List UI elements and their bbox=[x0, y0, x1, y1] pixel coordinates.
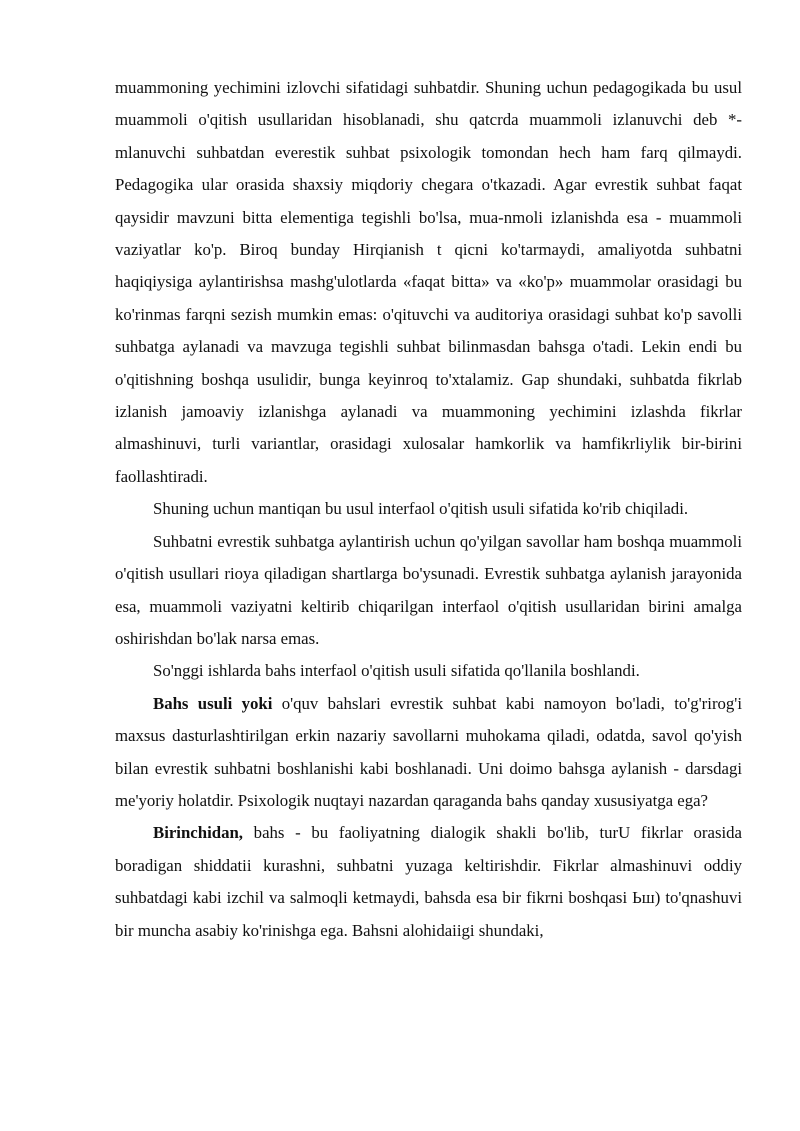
paragraph-5-lead: Bahs usuli yoki bbox=[153, 693, 273, 713]
paragraph-3-text: Suhbatni evrestik suhbatga aylantirish uchun qo'yilgan savollar ham boshqa muammoli o'qitish usullari rioya qiladigan shartlarga bo'ysunadi. Evrestik suhbatga aylanish jarayonida esa, muammoli vaziyatni keltirib chiqarilgan interfaol o'qitish usullaridan birini amalga oshirishdan bo'lak narsa emas. bbox=[115, 531, 742, 648]
paragraph-4-text: So'nggi ishlarda bahs interfaol o'qitish usuli sifatida qo'llanila boshlandi. bbox=[153, 661, 640, 681]
paragraph-3 bbox=[115, 526, 742, 656]
paragraph-6 bbox=[115, 817, 742, 947]
paragraph-6-lead: Birinchidan, bbox=[153, 823, 243, 843]
paragraph-2-text: Shuning uchun mantiqan bu usul interfaol o'qitish usuli sifatida ko'rib chiqiladi. bbox=[153, 499, 689, 519]
paragraph-5 bbox=[115, 688, 742, 818]
paragraph-6-text: bahs - bu faoliyatning dialogik shakli bo'lib, turU fikrlar orasida boradigan shiddatii kurashni, suhbatni yuzaga keltirishdir. Fikrlar almashinuvi oddiy suhbatdagi kabi izchil va salmoqli ketmaydi, bahsda esa bir fikrni boshqasi Ьш) to'qnashuvi bir muncha asabiy ko'rinishga ega. Bahsni alohidaiigi shundaki, bbox=[115, 823, 742, 940]
paragraph-1 bbox=[115, 72, 742, 493]
paragraph-2 bbox=[115, 493, 742, 525]
paragraph-5-text: o'quv bahslari evrestik suhbat kabi namoyon bo'ladi, to'g'rirog'i maxsus dasturlashtirilgan erkin nazariy savollarni muhokama qiladi, odatda, savol qo'yish bilan evrestik suhbatni boshlanishi kabi boshlanadi. Uni doimo bahsga aylanish - darsdagi me'yoriy holatdir. Psixologik nuqtayi nazardan qaraganda bahs qanday xususiyatga ega? bbox=[115, 693, 742, 810]
paragraph-1-text: muammoning yechimini izlovchi sifatidagi suhbatdir. Shuning uchun pedagogikada bu usul muammoli o'qitish usullaridan hisoblanadi, shu qatcrda muammoli izlanuvchi deb *- mlanuvchi suhbatdan everestik suhbat psixologik tomondan hech ham farq qilmaydi. Pedagogika ular orasida shaxsiy miqdoriy chegara o'tkazadi. Agar evrestik suhbat faqat qaysidir mavzuni bitta elementiga tegishli bo'lsa, mua-nmoli izlanishda esa - muammoli vaziyatlar ko'p. Biroq bunday Hirqianish t qicni ko'tarmaydi, amaliyotda suhbatni haqiqiysiga aylantirishsa mashg'ulotlarda «faqat bitta» va «ko'p» muammolar orasidagi bu ko'rinmas farqni sezish mumkin emas: o'qituvchi va auditoriya orasidagi suhbat ko'p savolli suhbatga aylanadi va mavzuga tegishli suhbat bilinmasdan bahsga o'tadi. Lekin endi bu o'qitishning boshqa usulidir, bunga keyinroq to'xtalamiz. Gap shundaki, suhbatda fikrlab izlanish jamoaviy izlanishga aylanadi va muammoning yechimini izlashda fikrlar almashinuvi, turli variantlar, orasidagi xulosalar hamkorlik va hamfikrliylik bir-birini faollashtiradi. bbox=[115, 78, 742, 486]
paragraph-4 bbox=[115, 655, 742, 687]
